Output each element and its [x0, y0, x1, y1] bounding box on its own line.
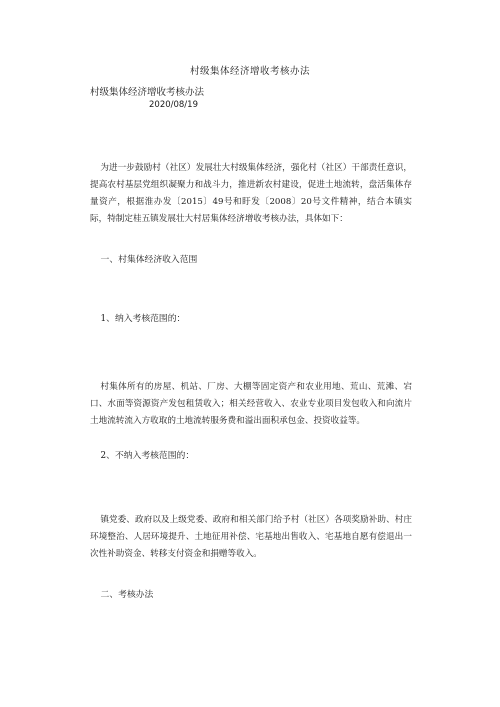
- item-heading-excluded: 2、不纳入考核范围的：: [100, 451, 195, 461]
- item-heading-included: 1、纳入考核范围的：: [100, 314, 186, 324]
- included-income-paragraph: 村集体所有的房屋、机站、厂房、大棚等固定资产和农业用地、荒山、荒滩、宕口、水面等资源资产发包租赁收入；相关经营收入、农业专业项目发包收入和向流片土地流转流入方收取的土地流转服务费和溢出面积承包金、投资收益等。: [90, 381, 412, 426]
- excluded-income-paragraph: 镇党委、政府以及上级党委、政府和相关部门给予村（社区）各项奖励补助、村庄环境整治、人居环境提升、土地征用补偿、宅基地出售收入、宅基地自愿有偿退出一次性补助资金、转移支付资金和捐赠等收入。: [90, 514, 412, 559]
- document-date: 2020/08/19: [149, 100, 198, 110]
- section-heading-assessment-method: 二、考核办法: [100, 590, 154, 600]
- section-heading-income-scope: 一、村集体经济收入范围: [100, 255, 198, 265]
- document-subtitle: 村级集体经济增收考核办法: [90, 87, 205, 98]
- intro-paragraph: 为进一步鼓励村（社区）发展壮大村级集体经济，强化村（社区）干部责任意识，提高农村基层党组织凝聚力和战斗力，推进新农村建设，促进土地流转，盘活集体存量资产，根据淮办发〔2015〕49号和盱发〔2008〕20号文件精神，结合本镇实际，特制定桂五镇发展壮大村居集体经济增收考核办法，具体如下：: [90, 162, 412, 224]
- document-title: 村级集体经济增收考核办法: [189, 66, 310, 77]
